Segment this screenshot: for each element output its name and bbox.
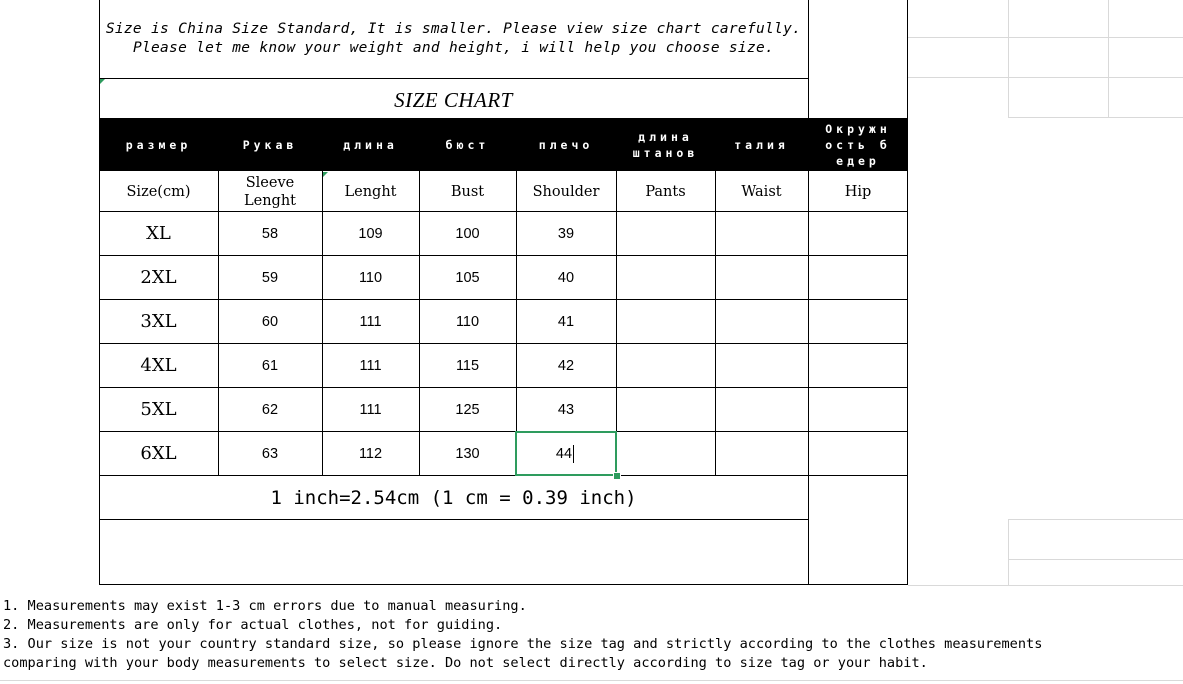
sheet-gridline [908, 77, 1183, 78]
measurement-note-2: 2. Measurements are only for actual clothes, not for guiding. [3, 617, 503, 633]
header-en-waist: Waist [741, 183, 782, 200]
length-cell[interactable]: 109 [358, 225, 383, 242]
header-en-sleeve: Sleeve Lenght [244, 174, 296, 209]
sheet-gridline [1008, 0, 1009, 118]
header-ru-shoulder: плечо [538, 137, 594, 152]
sheet-gridline [1008, 519, 1009, 585]
sheet-gridline [0, 680, 1183, 681]
bust-cell[interactable]: 125 [455, 401, 480, 418]
length-cell[interactable]: 112 [358, 445, 383, 462]
row-divider [99, 519, 808, 520]
sheet-gridline [1108, 0, 1109, 118]
size-notice-line-2: Please let me know your weight and height, i will help you choose size. [132, 40, 775, 56]
bust-cell[interactable]: 105 [455, 269, 480, 286]
bust-cell[interactable]: 130 [455, 445, 480, 462]
header-ru-hip: Окружн ость б едер [825, 121, 891, 168]
text-cursor [573, 445, 574, 463]
bust-cell[interactable]: 115 [455, 357, 480, 374]
sheet-gridline [908, 37, 1183, 38]
header-ru-waist: талия [734, 137, 789, 152]
size-cell[interactable]: 6XL [140, 443, 177, 464]
header-ru-bust: бюст [445, 137, 490, 152]
header-en-bust: Bust [450, 183, 485, 200]
sleeve-cell[interactable]: 60 [261, 313, 279, 330]
col-divider [808, 0, 809, 585]
header-en-shoulder: Shoulder [532, 183, 600, 200]
header-ru-size: размер [125, 137, 192, 152]
size-cell[interactable]: 5XL [140, 399, 177, 420]
sheet-gridline [1008, 559, 1183, 560]
bust-cell[interactable]: 110 [455, 313, 480, 330]
col-divider [715, 171, 716, 475]
size-cell[interactable]: 4XL [140, 355, 177, 376]
active-cell-selection[interactable] [515, 431, 617, 476]
length-cell[interactable]: 110 [358, 269, 383, 286]
fill-handle[interactable] [613, 472, 621, 480]
sleeve-cell[interactable]: 59 [261, 269, 279, 286]
header-ru-sleeve: Рукав [242, 137, 298, 152]
measurement-note-3: 3. Our size is not your country standard size, so please ignore the size tag and strictly according to the clothes measurements [3, 636, 1043, 652]
sheet-gridline [1008, 117, 1183, 118]
shoulder-cell-active[interactable]: 44 [555, 445, 573, 462]
chart-title: SIZE CHART [394, 88, 513, 112]
measurement-note-1: 1. Measurements may exist 1-3 cm errors due to manual measuring. [3, 598, 527, 614]
length-cell[interactable]: 111 [359, 357, 382, 374]
sleeve-cell[interactable]: 58 [261, 225, 279, 242]
measurement-note-3-cont: comparing with your body measurements to select size. Do not select directly according to size tag or your habit. [3, 655, 928, 671]
sleeve-cell[interactable]: 62 [261, 401, 279, 418]
size-cell[interactable]: 2XL [140, 267, 177, 288]
sheet-gridline [908, 585, 1183, 586]
divider [99, 78, 808, 79]
row-divider [99, 475, 908, 476]
shoulder-cell[interactable]: 40 [557, 269, 575, 286]
sleeve-cell[interactable]: 61 [261, 357, 279, 374]
unit-conversion-note: 1 inch=2.54cm (1 cm = 0.39 inch) [270, 487, 637, 509]
length-cell[interactable]: 111 [359, 401, 382, 418]
shoulder-cell[interactable]: 43 [557, 401, 575, 418]
shoulder-cell[interactable]: 41 [557, 313, 575, 330]
cell-comment-marker [323, 172, 328, 177]
header-en-hip: Hip [844, 183, 872, 200]
header-en-length: Lenght [344, 183, 397, 200]
russian-header-row [99, 118, 908, 171]
length-cell[interactable]: 111 [359, 313, 382, 330]
bust-cell[interactable]: 100 [455, 225, 480, 242]
sheet-gridline [1008, 519, 1183, 520]
shoulder-cell[interactable]: 39 [557, 225, 575, 242]
size-cell[interactable]: XL [146, 223, 171, 244]
sleeve-cell[interactable]: 63 [261, 445, 279, 462]
header-ru-pants: длина штанов [632, 129, 699, 160]
size-cell[interactable]: 3XL [140, 311, 177, 332]
col-divider [616, 171, 617, 475]
header-en-size: Size(cm) [126, 183, 191, 200]
header-en-pants: Pants [645, 183, 686, 200]
size-notice-line-1: Size is China Size Standard, It is smaller. Please view size chart carefully. [105, 21, 802, 37]
header-ru-length: длина [343, 137, 398, 152]
cell-comment-marker [100, 79, 105, 84]
shoulder-cell[interactable]: 42 [557, 357, 575, 374]
